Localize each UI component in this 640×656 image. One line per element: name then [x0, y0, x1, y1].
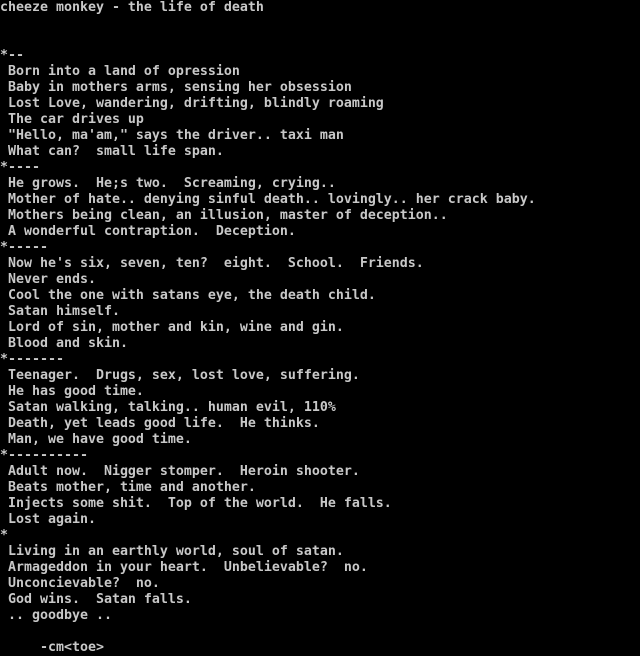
text-line: Never ends.	[0, 272, 96, 287]
text-line: What can? small life span.	[0, 144, 224, 159]
text-line: Blood and skin.	[0, 336, 128, 351]
text-line: *	[0, 528, 8, 543]
text-line: Lost again.	[0, 512, 96, 527]
text-line: He has good time.	[0, 384, 144, 399]
text-line: Armageddon in your heart. Unbelievable? no.	[0, 560, 368, 575]
text-line	[0, 32, 640, 48]
text-line: *--	[0, 48, 24, 63]
text-line: Death, yet leads good life. He thinks.	[0, 416, 320, 431]
text-line: Beats mother, time and another.	[0, 480, 256, 495]
text-line: Born into a land of opression	[0, 64, 240, 79]
text-line	[0, 16, 640, 32]
text-line: -cm<toe>	[0, 640, 104, 655]
text-line: Mother of hate.. denying sinful death.. lovingly.. her crack baby.	[0, 192, 536, 207]
text-line: The car drives up	[0, 112, 144, 127]
text-line: Baby in mothers arms, sensing her obsession	[0, 80, 352, 95]
text-line: Lost Love, wandering, drifting, blindly roaming	[0, 96, 384, 111]
text-line: cheeze monkey - the life of death	[0, 0, 264, 15]
text-line: Adult now. Nigger stomper. Heroin shooter.	[0, 464, 360, 479]
text-line: Now he's six, seven, ten? eight. School. Friends.	[0, 256, 424, 271]
text-line: A wonderful contraption. Deception.	[0, 224, 296, 239]
text-line: *----------	[0, 448, 88, 463]
text-line: Lord of sin, mother and kin, wine and gin.	[0, 320, 344, 335]
text-line: Satan himself.	[0, 304, 120, 319]
text-line: God wins. Satan falls.	[0, 592, 192, 607]
text-line: Unconcievable? no.	[0, 576, 160, 591]
text-line: "Hello, ma'am," says the driver.. taxi man	[0, 128, 344, 143]
text-line: .. goodbye ..	[0, 608, 112, 623]
text-line: He grows. He;s two. Screaming, crying..	[0, 176, 336, 191]
text-line: Living in an earthly world, soul of satan.	[0, 544, 344, 559]
text-line	[0, 624, 640, 640]
text-line: *-----	[0, 240, 48, 255]
text-line: Mothers being clean, an illusion, master of deception..	[0, 208, 448, 223]
text-line: Cool the one with satans eye, the death child.	[0, 288, 376, 303]
text-line: *-------	[0, 352, 64, 367]
text-line: Injects some shit. Top of the world. He falls.	[0, 496, 392, 511]
text-line: Teenager. Drugs, sex, lost love, suffering.	[0, 368, 360, 383]
text-line: *----	[0, 160, 40, 175]
text-line: Man, we have good time.	[0, 432, 192, 447]
text-line: Satan walking, talking.. human evil, 110%	[0, 400, 336, 415]
